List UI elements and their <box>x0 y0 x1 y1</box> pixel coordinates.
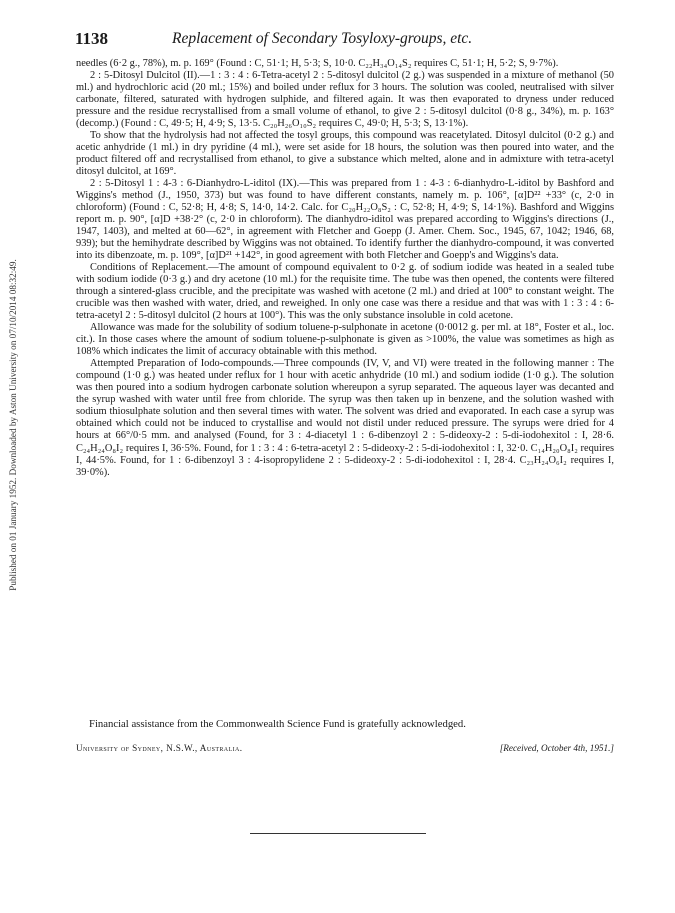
received-date: [Received, October 4th, 1951.] <box>499 743 614 753</box>
running-title: Replacement of Secondary Tosyloxy-groups, etc. <box>172 30 473 47</box>
paragraph-iodo-compounds: Attempted Preparation of Iodo-compounds.—Three compounds (IV, V, and VI) were treated in the following manner : The compound (1·0 g.) was heated under reflux for 1 hour with acetic anhydride (10 ml.) and sodium iodide (1·0 g.). The solution was then poured into a sodium hydrogen carbonate solution whereupon a syrup separated. The aqueous layer was decanted and the syrup washed with water until free from chloride. The syrup was then taken up in benzene, and the solution washed with sodium thiosulphate solution and then several times with water. The solvent was dried and evaporated. In each case a syrup was obtained which could not be induced to crystallise and would not distil under reduced pressure. The syrups were dried for 4 hours at 66°/0·5 mm. and analysed (Found, for 3 : 4-diacetyl 1 : 6-dibenzoyl 2 : 5-dideoxy-2 : 5-di-iodohexitol : I, 28·6. C₂₄H₂₄O₈I₂ requires I, 36·5%. Found, for 1 : 3 : 4 : 6-tetra-acetyl 2 : 5-dideoxy-2 : 5-di-iodohexitol : I, 32·0. C₁₄H₂₀O₈I₂ requires I, 44·5%. Found, for 1 : 6-dibenzoyl 3 : 4-isopropylidene 2 : 5-dideoxy-2 : 5-di-iodohexitol : I, 28·4. C₂₃H₂₄O₆I₂ requires I, 39·0%). <box>76 358 614 478</box>
article-body <box>76 58 614 479</box>
end-rule <box>250 833 426 834</box>
page-header <box>75 29 612 51</box>
paragraph-dianhydro-iditol: 2 : 5-Ditosyl 1 : 4-3 : 6-Dianhydro-L-iditol (IX).—This was prepared from 1 : 4-3 : 6-dianhydro-L-iditol by Bashford and Wiggins's method (J., 1950, 373) but was found to have different constants, namely m. p. 106°, [α]D²² +33° (c, 2·0 in chloroform) (Found : C, 52·8; H, 4·8; S, 14·0, 14·2. Calc. for C₂₀H₂₂O₈S₂ : C, 52·8; H, 4·9; S, 14·1%). Bashford and Wiggins report m. p. 90°, [α]D +38·2° (c, 2·0 in chloroform). The dianhydro-iditol was prepared according to Wiggins's directions (J., 1947, 1403), and melted at 60—62°, in agreement with Fletcher and Goepp (J. Amer. Chem. Soc., 1945, 67, 1042; 1946, 68, 939); but the hemihydrate described by Wiggins was not obtained. To identify further the dianhydro-compound, it was converted into its dibenzoate, m. p. 109°, [α]D²¹ +142°, in good agreement with both Fletcher and Goepp's and Wiggins's data. <box>76 178 614 262</box>
paragraph-conditions-of-replacement: Conditions of Replacement.—The amount of compound equivalent to 0·2 g. of sodium iodide was heated in a sealed tube with sodium iodide (0·3 g.) and dry acetone (10 ml.) for the requisite time. The tube was then opened, the contents were filtered through a sintered-glass crucible, and the precipitate was washed with acetone (2 ml.) and dried at 100° to constant weight. The crucible was then washed with water, dried, and reweighed. In only one case was there a residue and that was with 1 : 3 : 4 : 6-tetra-acetyl 2 : 5-ditosyl dulcitol (2 hours at 100°). This was the only substance insoluble in cold acetone. <box>76 262 614 322</box>
paragraph-solubility-allowance: Allowance was made for the solubility of sodium toluene-p-sulphonate in acetone (0·0012 g. per ml. at 18°, Foster et al., loc. cit.). In those cases where the amount of sodium toluene-p-sulphonate is given as >100%, the value was sometimes as high as 108% which indicates the limit of accuracy obtainable with this method. <box>76 322 614 358</box>
acknowledgement: Financial assistance from the Commonwealth Science Fund is gratefully acknowledged. <box>89 718 466 730</box>
paragraph-ditosyl-dulcitol: 2 : 5-Ditosyl Dulcitol (II).—1 : 3 : 4 : 6-Tetra-acetyl 2 : 5-ditosyl dulcitol (2 g.) was suspended in a mixture of methanol (50 ml.) and hydrochloric acid (20 ml.; 15%) and boiled under reflux for 3 hours. The solution was cooled, neutralised with silver carbonate, filtered, saturated with hydrogen sulphide, and filtered again. It was then evaporated to dryness under reduced pressure and the residue recrystallised from a small volume of ethanol, to give 2 : 5-ditosyl dulcitol (0·8 g., 34%), m. p. 163° (decomp.) (Found : C, 49·5; H, 4·9; S, 13·5. C₂₀H₂₆O₁₀S₂ requires C, 49·0; H, 5·3; S, 13·1%). <box>76 70 614 130</box>
paragraph-reacetylation: To show that the hydrolysis had not affected the tosyl groups, this compound was reacetylated. Ditosyl dulcitol (0·2 g.) and acetic anhydride (1 ml.) in dry pyridine (4 ml.), were set aside for 18 hours, the solution was then poured into water, and the product filtered off and recrystallised from ethanol, to give a substance which melted, alone and in admixture with tetra-acetyl ditosyl dulcitol, at 169°. <box>76 130 614 178</box>
download-notice-sidebar <box>6 160 20 690</box>
page-number: 1138 <box>75 29 109 48</box>
paragraph-continuation: needles (6·2 g., 78%), m. p. 169° (Found : C, 51·1; H, 5·3; S, 10·0. C₂₂H₃₄O₁₄S₂ requires C, 51·1; H, 5·2; S, 9·7%). <box>76 58 559 69</box>
affiliation: University of Sydney, N.S.W., Australia. <box>76 743 243 753</box>
download-notice-text: Published on 01 January 1952. Downloaded by Aston University on 07/10/2014 08:32:49. <box>8 259 18 591</box>
